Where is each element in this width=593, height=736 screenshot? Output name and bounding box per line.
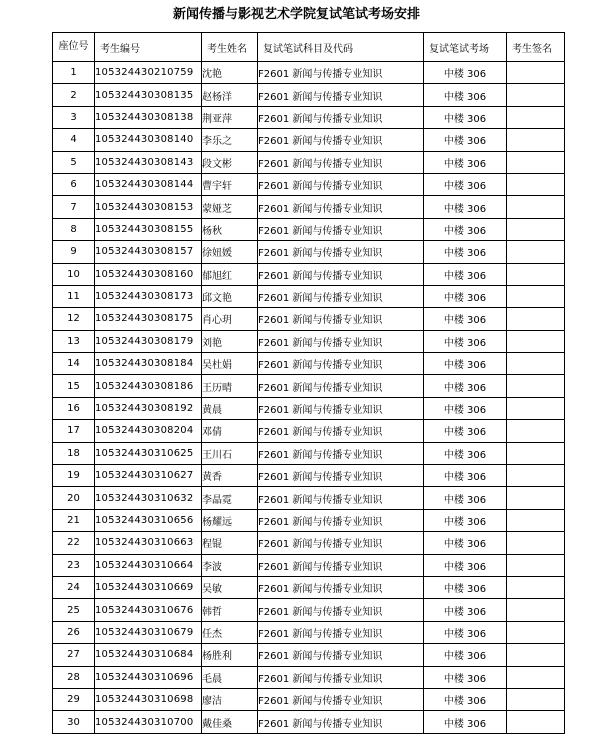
exam-subject-cell: F2601 新闻与传播专业知识 (258, 263, 424, 285)
exam-room-cell: 中楼 306 (424, 487, 507, 509)
candidate-id-cell: 105324430308157 (95, 241, 202, 263)
table-row (53, 263, 565, 285)
exam-subject-cell: F2601 新闻与传播专业知识 (258, 532, 424, 554)
signature-cell (507, 711, 565, 733)
seat-number-cell: 25 (53, 599, 95, 621)
seat-number-cell: 11 (53, 285, 95, 307)
exam-room-cell: 中楼 306 (424, 263, 507, 285)
exam-subject-cell: F2601 新闻与传播专业知识 (258, 487, 424, 509)
seat-number-cell: 27 (53, 644, 95, 666)
exam-subject-cell: F2601 新闻与传播专业知识 (258, 509, 424, 531)
candidate-name-cell: 蒙娅芝 (202, 196, 258, 218)
exam-room-cell: 中楼 306 (424, 375, 507, 397)
seat-number-cell: 21 (53, 509, 95, 531)
table-row (53, 599, 565, 621)
candidate-id-cell: 105324430308143 (95, 151, 202, 173)
signature-cell (507, 442, 565, 464)
candidate-id-cell: 105324430308144 (95, 173, 202, 195)
signature-cell (507, 84, 565, 106)
candidate-id-cell: 105324430308173 (95, 285, 202, 307)
candidate-name-cell: 邱文艳 (202, 285, 258, 307)
seat-number-cell: 23 (53, 554, 95, 576)
exam-subject-cell: F2601 新闻与传播专业知识 (258, 151, 424, 173)
candidate-id-cell: 105324430308135 (95, 84, 202, 106)
signature-cell (507, 666, 565, 688)
seat-number-cell: 30 (53, 711, 95, 733)
candidate-name-cell: 徐妞媛 (202, 241, 258, 263)
signature-cell (507, 62, 565, 84)
table-row (53, 621, 565, 643)
candidate-id-cell: 105324430308175 (95, 308, 202, 330)
candidate-name-cell: 段文彬 (202, 151, 258, 173)
exam-room-cell: 中楼 306 (424, 532, 507, 554)
signature-cell (507, 465, 565, 487)
seat-number-cell: 19 (53, 465, 95, 487)
seat-number-cell: 6 (53, 173, 95, 195)
table-row (53, 106, 565, 128)
table-row (53, 554, 565, 576)
table-row (53, 241, 565, 263)
table-row (53, 84, 565, 106)
exam-room-cell: 中楼 306 (424, 151, 507, 173)
signature-cell (507, 308, 565, 330)
exam-subject-cell: F2601 新闻与传播专业知识 (258, 465, 424, 487)
signature-cell (507, 241, 565, 263)
candidate-name-cell: 黄香 (202, 465, 258, 487)
exam-room-cell: 中楼 306 (424, 554, 507, 576)
candidate-id-cell: 105324430308184 (95, 353, 202, 375)
table-row (53, 353, 565, 375)
seat-number-cell: 1 (53, 62, 95, 84)
table-row (53, 487, 565, 509)
seat-number-cell: 18 (53, 442, 95, 464)
signature-cell (507, 285, 565, 307)
signature-cell (507, 644, 565, 666)
candidate-id-cell: 105324430308155 (95, 218, 202, 240)
exam-subject-cell: F2601 新闻与传播专业知识 (258, 554, 424, 576)
candidate-id-cell: 105324430308186 (95, 375, 202, 397)
signature-cell (507, 688, 565, 710)
candidate-id-cell: 105324430308140 (95, 129, 202, 151)
signature-cell (507, 554, 565, 576)
candidate-name-cell: 黄晨 (202, 397, 258, 419)
seat-number-cell: 16 (53, 397, 95, 419)
exam-subject-cell: F2601 新闻与传播专业知识 (258, 84, 424, 106)
signature-cell (507, 397, 565, 419)
exam-room-cell: 中楼 306 (424, 308, 507, 330)
table-row (53, 218, 565, 240)
exam-subject-cell: F2601 新闻与传播专业知识 (258, 397, 424, 419)
table-body (53, 62, 565, 734)
seat-number-cell: 13 (53, 330, 95, 352)
exam-room-cell: 中楼 306 (424, 621, 507, 643)
exam-room-cell: 中楼 306 (424, 173, 507, 195)
table-row (53, 62, 565, 84)
signature-cell (507, 151, 565, 173)
table-row (53, 465, 565, 487)
candidate-name-cell: 杨秋 (202, 218, 258, 240)
exam-subject-cell: F2601 新闻与传播专业知识 (258, 576, 424, 598)
candidate-id-cell: 105324430310676 (95, 599, 202, 621)
table-row (53, 129, 565, 151)
exam-subject-cell: F2601 新闻与传播专业知识 (258, 173, 424, 195)
signature-cell (507, 353, 565, 375)
exam-subject-cell: F2601 新闻与传播专业知识 (258, 129, 424, 151)
table-row (53, 576, 565, 598)
candidate-id-cell: 105324430310684 (95, 644, 202, 666)
table-row (53, 196, 565, 218)
candidate-name-cell: 赵杨洋 (202, 84, 258, 106)
exam-room-cell: 中楼 306 (424, 241, 507, 263)
exam-subject-cell: F2601 新闻与传播专业知识 (258, 375, 424, 397)
candidate-id-cell: 105324430310700 (95, 711, 202, 733)
table-row (53, 644, 565, 666)
table-row (53, 509, 565, 531)
table-row (53, 173, 565, 195)
candidate-id-cell: 105324430310663 (95, 532, 202, 554)
candidate-name-cell: 肖心玥 (202, 308, 258, 330)
signature-cell (507, 129, 565, 151)
candidate-name-cell: 吴杜娟 (202, 353, 258, 375)
exam-subject-cell: F2601 新闻与传播专业知识 (258, 285, 424, 307)
exam-subject-cell: F2601 新闻与传播专业知识 (258, 330, 424, 352)
signature-cell (507, 621, 565, 643)
seat-number-cell: 26 (53, 621, 95, 643)
table-row (53, 397, 565, 419)
table-row (53, 308, 565, 330)
table-row (53, 330, 565, 352)
candidate-name-cell: 荆亚萍 (202, 106, 258, 128)
candidate-id-cell: 105324430310625 (95, 442, 202, 464)
table-header-row (53, 33, 565, 62)
exam-room-cell: 中楼 306 (424, 420, 507, 442)
exam-room-cell: 中楼 306 (424, 576, 507, 598)
seat-number-cell: 24 (53, 576, 95, 598)
candidate-name-cell: 曹宇轩 (202, 173, 258, 195)
candidate-id-cell: 105324430308153 (95, 196, 202, 218)
table-row (53, 285, 565, 307)
seat-number-cell: 29 (53, 688, 95, 710)
candidate-name-cell: 戴佳桑 (202, 711, 258, 733)
exam-room-cell: 中楼 306 (424, 509, 507, 531)
candidate-id-cell: 105324430310656 (95, 509, 202, 531)
exam-room-cell: 中楼 306 (424, 397, 507, 419)
candidate-id-cell: 105324430308204 (95, 420, 202, 442)
header-seat-number: 座位号 (53, 33, 95, 62)
signature-cell (507, 196, 565, 218)
seat-number-cell: 4 (53, 129, 95, 151)
candidate-id-cell: 105324430308138 (95, 106, 202, 128)
table-row (53, 442, 565, 464)
seat-number-cell: 15 (53, 375, 95, 397)
signature-cell (507, 330, 565, 352)
table-row (53, 532, 565, 554)
exam-room-cell: 中楼 306 (424, 599, 507, 621)
exam-room-cell: 中楼 306 (424, 688, 507, 710)
seat-number-cell: 10 (53, 263, 95, 285)
seat-number-cell: 8 (53, 218, 95, 240)
exam-room-cell: 中楼 306 (424, 285, 507, 307)
exam-subject-cell: F2601 新闻与传播专业知识 (258, 218, 424, 240)
candidate-id-cell: 105324430310664 (95, 554, 202, 576)
seat-number-cell: 2 (53, 84, 95, 106)
candidate-id-cell: 105324430310627 (95, 465, 202, 487)
candidate-name-cell: 郁旭红 (202, 263, 258, 285)
exam-subject-cell: F2601 新闻与传播专业知识 (258, 666, 424, 688)
table-row (53, 375, 565, 397)
candidate-name-cell: 刘艳 (202, 330, 258, 352)
candidate-name-cell: 程锟 (202, 532, 258, 554)
signature-cell (507, 599, 565, 621)
header-exam-room: 复试笔试考场 (424, 33, 507, 62)
exam-room-cell: 中楼 306 (424, 666, 507, 688)
table-row (53, 151, 565, 173)
exam-room-cell: 中楼 306 (424, 106, 507, 128)
header-exam-subject: 复试笔试科目及代码 (258, 33, 424, 62)
exam-room-cell: 中楼 306 (424, 711, 507, 733)
candidate-name-cell: 李乐之 (202, 129, 258, 151)
exam-subject-cell: F2601 新闻与传播专业知识 (258, 621, 424, 643)
seat-number-cell: 7 (53, 196, 95, 218)
table-row (53, 666, 565, 688)
signature-cell (507, 263, 565, 285)
candidate-name-cell: 任杰 (202, 621, 258, 643)
seat-number-cell: 28 (53, 666, 95, 688)
exam-subject-cell: F2601 新闻与传播专业知识 (258, 688, 424, 710)
signature-cell (507, 509, 565, 531)
exam-room-cell: 中楼 306 (424, 465, 507, 487)
candidate-name-cell: 杨耀远 (202, 509, 258, 531)
page-title: 新闻传播与影视艺术学院复试笔试考场安排 (172, 7, 420, 22)
table-row (53, 688, 565, 710)
exam-subject-cell: F2601 新闻与传播专业知识 (258, 62, 424, 84)
candidate-id-cell: 105324430308160 (95, 263, 202, 285)
candidate-name-cell: 杨胜利 (202, 644, 258, 666)
candidate-name-cell: 邓倩 (202, 420, 258, 442)
seat-number-cell: 5 (53, 151, 95, 173)
seat-number-cell: 3 (53, 106, 95, 128)
signature-cell (507, 576, 565, 598)
candidate-name-cell: 王川石 (202, 442, 258, 464)
candidate-id-cell: 105324430310669 (95, 576, 202, 598)
exam-subject-cell: F2601 新闻与传播专业知识 (258, 196, 424, 218)
candidate-name-cell: 沈艳 (202, 62, 258, 84)
exam-subject-cell: F2601 新闻与传播专业知识 (258, 644, 424, 666)
exam-room-cell: 中楼 306 (424, 353, 507, 375)
exam-subject-cell: F2601 新闻与传播专业知识 (258, 442, 424, 464)
header-candidate-id: 考生编号 (95, 33, 202, 62)
exam-room-cell: 中楼 306 (424, 442, 507, 464)
candidate-name-cell: 廖洁 (202, 688, 258, 710)
exam-room-cell: 中楼 306 (424, 84, 507, 106)
exam-subject-cell: F2601 新闻与传播专业知识 (258, 308, 424, 330)
exam-room-cell: 中楼 306 (424, 218, 507, 240)
candidate-id-cell: 105324430310696 (95, 666, 202, 688)
candidate-name-cell: 王历晴 (202, 375, 258, 397)
exam-room-cell: 中楼 306 (424, 644, 507, 666)
candidate-id-cell: 105324430310698 (95, 688, 202, 710)
seat-number-cell: 22 (53, 532, 95, 554)
candidate-name-cell: 吴敏 (202, 576, 258, 598)
candidate-id-cell: 105324430210759 (95, 62, 202, 84)
candidate-id-cell: 105324430310679 (95, 621, 202, 643)
exam-room-cell: 中楼 306 (424, 62, 507, 84)
table-row (53, 711, 565, 733)
seat-number-cell: 12 (53, 308, 95, 330)
exam-subject-cell: F2601 新闻与传播专业知识 (258, 241, 424, 263)
candidate-name-cell: 李晶霓 (202, 487, 258, 509)
header-signature: 考生签名 (507, 33, 565, 62)
exam-room-cell: 中楼 306 (424, 129, 507, 151)
seat-number-cell: 20 (53, 487, 95, 509)
exam-subject-cell: F2601 新闻与传播专业知识 (258, 353, 424, 375)
candidate-name-cell: 韩哲 (202, 599, 258, 621)
exam-schedule-table (52, 32, 565, 734)
exam-subject-cell: F2601 新闻与传播专业知识 (258, 106, 424, 128)
candidate-id-cell: 105324430310632 (95, 487, 202, 509)
exam-room-cell: 中楼 306 (424, 330, 507, 352)
candidate-id-cell: 105324430308192 (95, 397, 202, 419)
exam-subject-cell: F2601 新闻与传播专业知识 (258, 711, 424, 733)
signature-cell (507, 173, 565, 195)
signature-cell (507, 106, 565, 128)
seat-number-cell: 9 (53, 241, 95, 263)
signature-cell (507, 532, 565, 554)
signature-cell (507, 218, 565, 240)
header-candidate-name: 考生姓名 (202, 33, 258, 62)
signature-cell (507, 487, 565, 509)
seat-number-cell: 14 (53, 353, 95, 375)
table-row (53, 420, 565, 442)
candidate-name-cell: 毛晨 (202, 666, 258, 688)
exam-subject-cell: F2601 新闻与传播专业知识 (258, 420, 424, 442)
signature-cell (507, 375, 565, 397)
seat-number-cell: 17 (53, 420, 95, 442)
exam-room-cell: 中楼 306 (424, 196, 507, 218)
candidate-name-cell: 李波 (202, 554, 258, 576)
exam-subject-cell: F2601 新闻与传播专业知识 (258, 599, 424, 621)
candidate-id-cell: 105324430308179 (95, 330, 202, 352)
signature-cell (507, 420, 565, 442)
